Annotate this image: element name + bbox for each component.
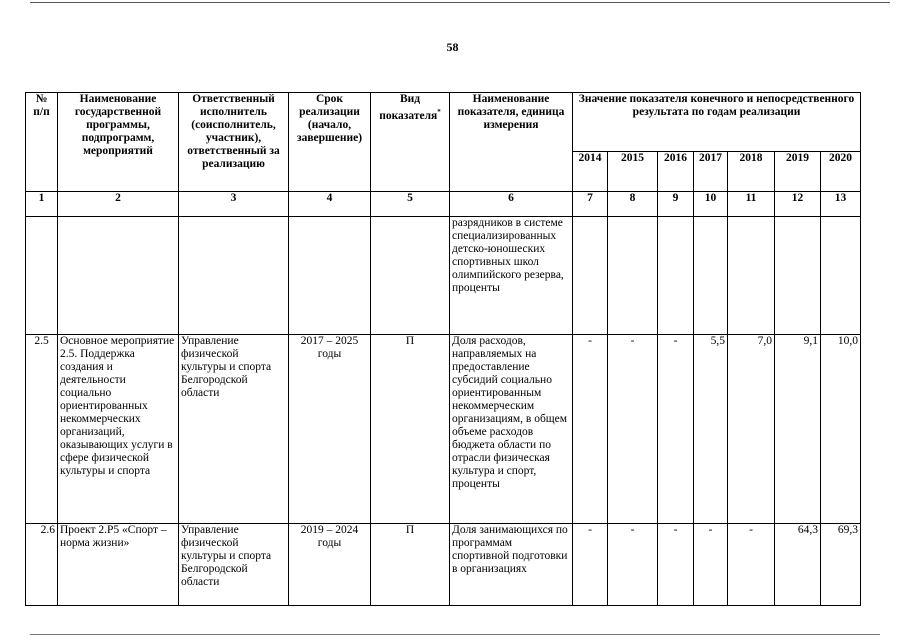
- year-2017: 2017: [694, 152, 728, 192]
- row-indicator-name: Доля занимающихся по программам спортивной подготовки в организациях: [450, 524, 573, 606]
- col-number: 4: [289, 192, 371, 217]
- value-cell: -: [728, 524, 775, 606]
- year-2018: 2018: [728, 152, 775, 192]
- col-number: 3: [179, 192, 289, 217]
- col-number: 12: [775, 192, 821, 217]
- header-executor: Ответственный исполнитель (соисполнитель, участник), ответственный за реализацию: [179, 93, 289, 192]
- row-number: 2.5: [26, 335, 58, 524]
- value-cell: -: [608, 335, 658, 524]
- row-program-name: Основное мероприятие 2.5. Поддержка создания и деятельности социально ориентированных некоммерческих организаций, оказывающих услуги в сфере физической культуры и спорта: [58, 335, 179, 524]
- row-executor: Управление физической культуры и спорта Белгородской области: [179, 335, 289, 524]
- value-cell: [573, 217, 608, 335]
- row-period: 2019 – 2024 годы: [289, 524, 371, 606]
- col-number: 10: [694, 192, 728, 217]
- table-row: [26, 217, 861, 335]
- header-program: Наименование государственной программы, подпрограмм, мероприятий: [58, 93, 179, 192]
- value-cell: -: [573, 335, 608, 524]
- value-cell: -: [573, 524, 608, 606]
- value-cell: [821, 217, 861, 335]
- row-indicator-type: [371, 217, 450, 335]
- table-row: [26, 524, 861, 606]
- col-number: 9: [658, 192, 694, 217]
- row-number: [26, 217, 58, 335]
- col-number: 8: [608, 192, 658, 217]
- year-2020: 2020: [821, 152, 861, 192]
- page-number: 58: [446, 40, 459, 54]
- value-cell: -: [694, 524, 728, 606]
- value-cell: -: [608, 524, 658, 606]
- header-period: Срок реализации (начало, завершение): [289, 93, 371, 192]
- row-period: 2017 – 2025 годы: [289, 335, 371, 524]
- col-number: 7: [573, 192, 608, 217]
- col-number: 11: [728, 192, 775, 217]
- value-cell: 69,3: [821, 524, 861, 606]
- value-cell: [775, 217, 821, 335]
- row-number: 2.6: [26, 524, 58, 606]
- header-values-group: Значение показателя конечного и непосредственного результата по годам реализации: [573, 93, 861, 152]
- header-indicator-type: [371, 93, 450, 192]
- year-2016: 2016: [658, 152, 694, 192]
- year-2019: 2019: [775, 152, 821, 192]
- top-rule: [30, 2, 890, 3]
- row-indicator-name: Доля расходов, направляемых на предоставление субсидий социально ориентированным некоммерческим организациям, в общем объеме расходов бюджета области по отрасли физическая культура и спорт, проценты: [450, 335, 573, 524]
- header-row: [26, 93, 861, 152]
- row-executor: [179, 217, 289, 335]
- value-cell: 9,1: [775, 335, 821, 524]
- row-program-name: Проект 2.Р5 «Спорт – норма жизни»: [58, 524, 179, 606]
- indicator-table: [25, 92, 861, 606]
- col-number: 2: [58, 192, 179, 217]
- value-cell: [608, 217, 658, 335]
- row-executor: Управление физической культуры и спорта Белгородской области: [179, 524, 289, 606]
- year-2014: 2014: [573, 152, 608, 192]
- col-number: 1: [26, 192, 58, 217]
- value-cell: [658, 217, 694, 335]
- footnote-mark: *: [437, 108, 441, 116]
- value-cell: 64,3: [775, 524, 821, 606]
- value-cell: -: [658, 524, 694, 606]
- col-number: 5: [371, 192, 450, 217]
- col-number: 13: [821, 192, 861, 217]
- row-period: [289, 217, 371, 335]
- bottom-rule: [30, 634, 880, 635]
- value-cell: [728, 217, 775, 335]
- header-indicator-name: Наименование показателя, единица измерения: [450, 93, 573, 192]
- column-numbers-row: [26, 192, 861, 217]
- value-cell: 5,5: [694, 335, 728, 524]
- row-program-name: [58, 217, 179, 335]
- value-cell: -: [658, 335, 694, 524]
- year-2015: 2015: [608, 152, 658, 192]
- value-cell: [694, 217, 728, 335]
- value-cell: 7,0: [728, 335, 775, 524]
- header-num: № п/п: [26, 93, 58, 192]
- value-cell: 10,0: [821, 335, 861, 524]
- row-indicator-type: П: [371, 335, 450, 524]
- col-number: 6: [450, 192, 573, 217]
- row-indicator-type: П: [371, 524, 450, 606]
- header-indicator-type-text: Вид показателя: [379, 93, 438, 122]
- table-row: [26, 335, 861, 524]
- row-indicator-name: разрядников в системе специализированных детско-юношеских спортивных школ олимпийского резерва, проценты: [450, 217, 573, 335]
